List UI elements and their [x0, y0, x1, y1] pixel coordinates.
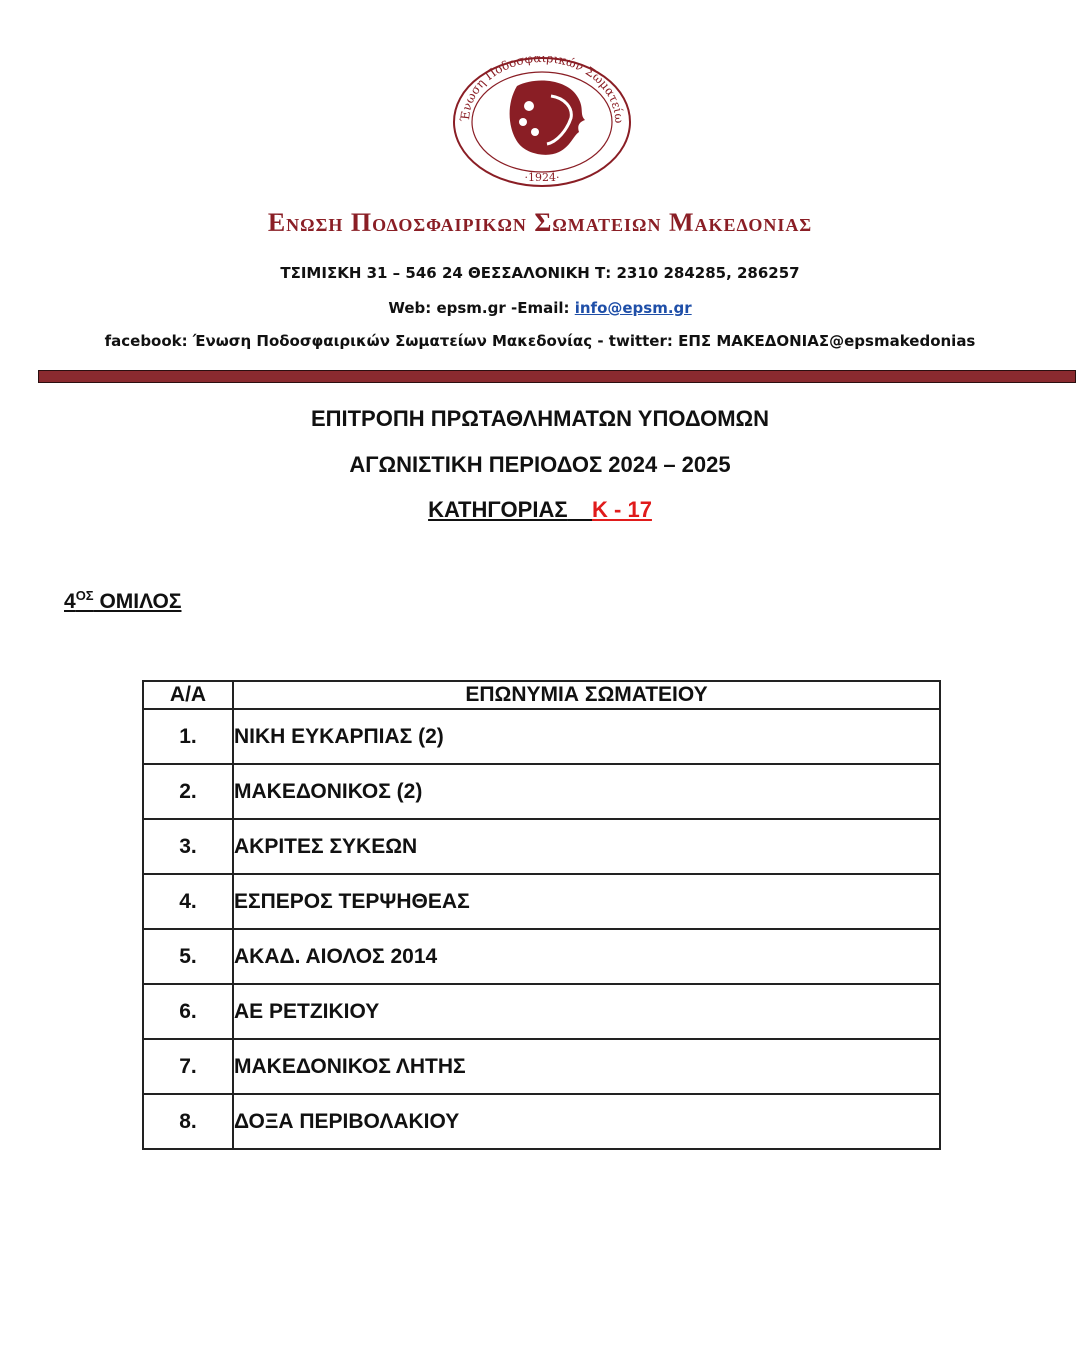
row-number: 5.: [143, 929, 233, 984]
logo-year: ·1924·: [524, 171, 560, 184]
row-number: 4.: [143, 874, 233, 929]
email-link[interactable]: info@epsm.gr: [574, 299, 692, 317]
table-row: [143, 929, 940, 984]
group-title: [64, 588, 182, 614]
row-number: 6.: [143, 984, 233, 1039]
table-row: [143, 764, 940, 819]
logo-ring-text: Ένωση Ποδοσφαιρικών Σωματείω: [457, 56, 627, 124]
team-name: ΕΣΠΕΡΟΣ ΤΕΡΨΗΘΕΑΣ: [233, 874, 940, 929]
web-label: Web: epsm.gr -Email:: [388, 299, 575, 317]
table-row: [143, 1094, 940, 1149]
web-email-line: [0, 299, 1080, 317]
team-name: ΝΙΚΗ ΕΥΚΑΡΠΙΑΣ (2): [233, 709, 940, 764]
group-superscript: ΟΣ: [75, 588, 94, 603]
column-header-team: ΕΠΩΝΥΜΙΑ ΣΩΜΑΤΕΙΟΥ: [233, 681, 940, 709]
teams-table: [142, 680, 941, 1150]
table-row: [143, 709, 940, 764]
column-header-number: Α/Α: [143, 681, 233, 709]
table-header-row: [143, 681, 940, 709]
team-name: ΜΑΚΕΔΟΝΙΚΟΣ (2): [233, 764, 940, 819]
team-name: ΑΚΑΔ. ΑΙΟΛΟΣ 2014: [233, 929, 940, 984]
row-number: 8.: [143, 1094, 233, 1149]
federation-logo: [447, 56, 637, 188]
team-name: ΜΑΚΕΔΟΝΙΚΟΣ ΛΗΤΗΣ: [233, 1039, 940, 1094]
team-name: ΑΚΡΙΤΕΣ ΣΥΚΕΩΝ: [233, 819, 940, 874]
row-number: 2.: [143, 764, 233, 819]
row-number: 3.: [143, 819, 233, 874]
category-line: [0, 497, 1080, 523]
group-label: ΟΜΙΛΟΣ: [93, 590, 182, 613]
team-name: ΑΕ ΡΕΤΖΙΚΙΟΥ: [233, 984, 940, 1039]
committee-title: ΕΠΙΤΡΟΠΗ ΠΡΩΤΑΘΛΗΜΑΤΩΝ ΥΠΟΔΟΜΩΝ: [310, 406, 770, 431]
table-row: [143, 819, 940, 874]
row-number: 1.: [143, 709, 233, 764]
organization-title: Ενωση Ποδοσφαιρικων Σωματειων Μακεδονιας: [267, 208, 813, 237]
address-line: ΤΣΙΜΙΣΚΗ 31 – 546 24 ΘΕΣΣΑΛΟΝΙΚΗ Τ: 2310 284285, 286257: [280, 264, 800, 282]
row-number: 7.: [143, 1039, 233, 1094]
table-row: [143, 874, 940, 929]
table-row: [143, 984, 940, 1039]
alexander-head-icon: [510, 81, 585, 155]
season-title: ΑΓΩΝΙΣΤΙΚΗ ΠΕΡΙΟΔΟΣ 2024 – 2025: [349, 452, 731, 477]
team-name: ΔΟΞΑ ΠΕΡΙΒΟΛΑΚΙΟΥ: [233, 1094, 940, 1149]
category-value: Κ - 17: [592, 497, 652, 522]
header-divider: [38, 370, 1076, 383]
social-line: facebook: Ένωση Ποδοσφαιρικών Σωματείων Μακεδονίας - twitter: ΕΠΣ ΜΑΚΕΔΟΝΙΑΣ@epsmakedonias: [104, 332, 976, 350]
category-label: ΚΑΤΗΓΟΡΙΑΣ: [428, 497, 568, 522]
table-row: [143, 1039, 940, 1094]
group-number: 4: [64, 590, 76, 613]
